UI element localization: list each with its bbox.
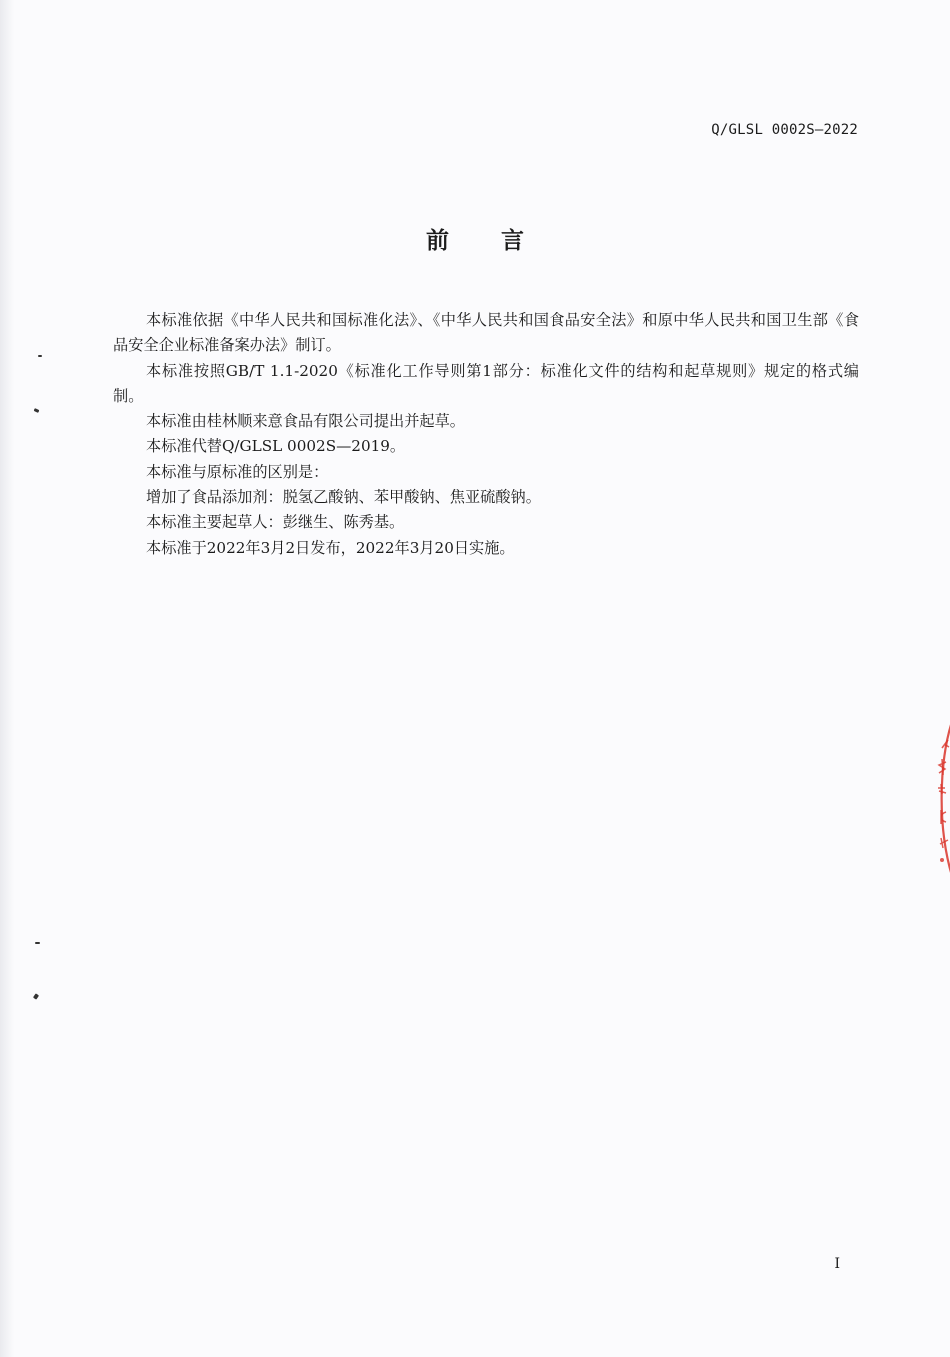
page-number: I — [834, 1256, 840, 1272]
scan-speck — [38, 355, 42, 357]
paragraph-differences-intro: 本标准与原标准的区别是： — [146, 462, 329, 481]
scanned-page-edge — [0, 0, 14, 1357]
paragraph-dates: 本标准于2022年3月2日发布，2022年3月20日实施。 — [146, 538, 515, 557]
red-seal-edge-icon — [926, 712, 950, 880]
page-title: 前言 — [426, 228, 576, 254]
scan-speck — [33, 993, 39, 999]
document-code: Q/GLSL 0002S—2022 — [711, 122, 858, 138]
paragraph-drafters: 本标准主要起草人：彭继生、陈秀基。 — [146, 513, 405, 532]
paragraph-drafting-rules: 本标准按照GB/T 1.1-2020《标准化工作导则第1部分：标准化文件的结构和起草规则》规定的格式编制。 — [113, 361, 859, 405]
foreword-body — [113, 308, 859, 561]
paragraph-differences: 增加了食品添加剂：脱氢乙酸钠、苯甲酸钠、焦亚硫酸钠。 — [146, 488, 541, 507]
paragraph-replaces: 本标准代替Q/GLSL 0002S—2019。 — [146, 437, 406, 456]
scan-speck — [34, 408, 40, 413]
scan-speck — [35, 942, 40, 944]
paragraph-proposer: 本标准由桂林顺来意食品有限公司提出并起草。 — [146, 412, 465, 431]
paragraph-basis: 本标准依据《中华人民共和国标准化法》、《中华人民共和国食品安全法》和原中华人民共和国卫生部《食品安全企业标准备案办法》制订。 — [113, 311, 859, 355]
